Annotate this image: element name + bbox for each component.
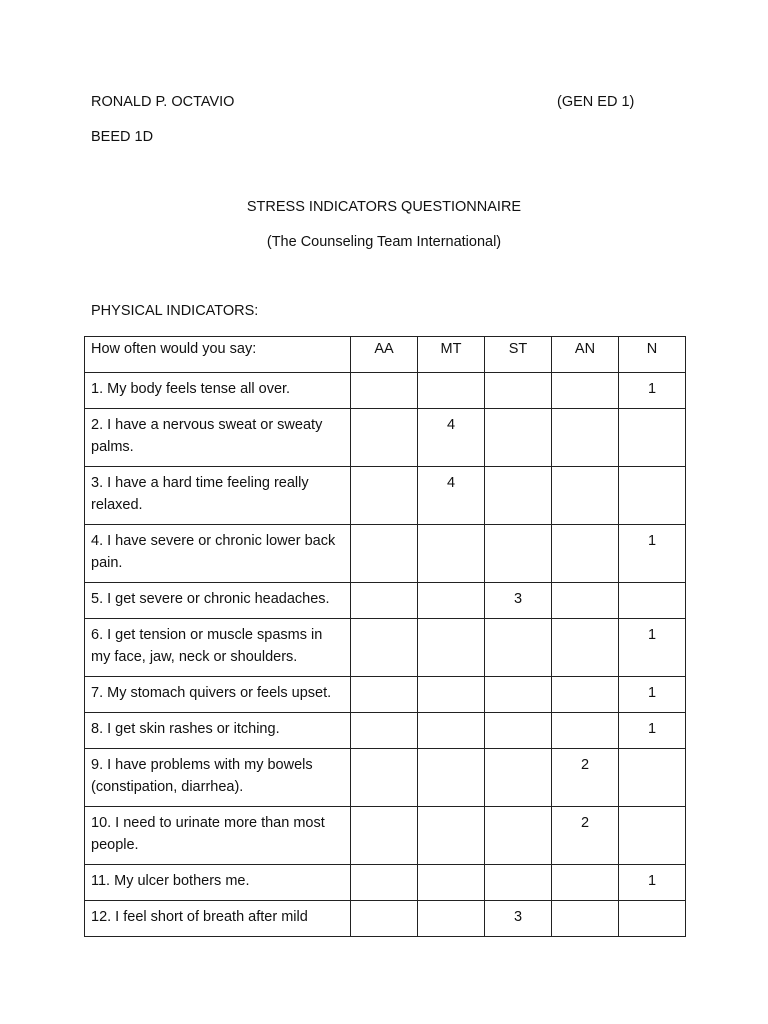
document-subtitle: (The Counseling Team International) (266, 234, 502, 250)
answer-st (485, 865, 552, 901)
answer-an (552, 713, 619, 749)
answer-aa (351, 677, 418, 713)
table-row (85, 583, 686, 619)
answer-mt (418, 619, 485, 677)
question-text: 10. I need to urinate more than most people. (85, 807, 351, 865)
answer-aa (351, 409, 418, 467)
column-header-mt: MT (418, 337, 485, 373)
answer-an (552, 619, 619, 677)
answer-st (485, 619, 552, 677)
answer-n (619, 901, 686, 937)
table-row (85, 749, 686, 807)
answer-n (619, 807, 686, 865)
answer-mt (418, 525, 485, 583)
column-header-an: AN (552, 337, 619, 373)
answer-n (619, 583, 686, 619)
answer-st (485, 467, 552, 525)
answer-mt: 4 (418, 409, 485, 467)
answer-aa (351, 749, 418, 807)
answer-mt (418, 713, 485, 749)
answer-st (485, 373, 552, 409)
answer-an (552, 373, 619, 409)
answer-an (552, 865, 619, 901)
document-title: STRESS INDICATORS QUESTIONNAIRE (246, 199, 522, 215)
answer-an: 2 (552, 807, 619, 865)
answer-an (552, 467, 619, 525)
table-row (85, 901, 686, 937)
answer-n (619, 409, 686, 467)
answer-n (619, 749, 686, 807)
answer-aa (351, 373, 418, 409)
answer-aa (351, 901, 418, 937)
question-text: 11. My ulcer bothers me. (85, 865, 351, 901)
answer-n: 1 (619, 373, 686, 409)
question-text: 3. I have a hard time feeling really relaxed. (85, 467, 351, 525)
answer-st (485, 525, 552, 583)
answer-mt (418, 373, 485, 409)
question-text: 9. I have problems with my bowels (constipation, diarrhea). (85, 749, 351, 807)
table-row (85, 467, 686, 525)
answer-mt (418, 807, 485, 865)
answer-n: 1 (619, 619, 686, 677)
answer-an (552, 901, 619, 937)
answer-aa (351, 807, 418, 865)
course-code: (GEN ED 1) (557, 94, 635, 110)
column-header-st: ST (485, 337, 552, 373)
table-row (85, 525, 686, 583)
question-text: 2. I have a nervous sweat or sweaty palms. (85, 409, 351, 467)
answer-mt (418, 865, 485, 901)
table-row (85, 409, 686, 467)
answer-aa (351, 583, 418, 619)
answer-st: 3 (485, 583, 552, 619)
question-text: 6. I get tension or muscle spasms in my face, jaw, neck or shoulders. (85, 619, 351, 677)
answer-mt (418, 901, 485, 937)
answer-mt (418, 677, 485, 713)
answer-aa (351, 619, 418, 677)
table-row (85, 677, 686, 713)
answer-aa (351, 467, 418, 525)
answer-an (552, 583, 619, 619)
section-heading: PHYSICAL INDICATORS: (91, 303, 259, 319)
answer-st: 3 (485, 901, 552, 937)
answer-an (552, 677, 619, 713)
answer-mt: 4 (418, 467, 485, 525)
answer-st (485, 749, 552, 807)
table-header-row (85, 337, 686, 373)
table-row (85, 373, 686, 409)
answer-aa (351, 525, 418, 583)
answer-n: 1 (619, 713, 686, 749)
column-header-aa: AA (351, 337, 418, 373)
answer-aa (351, 865, 418, 901)
answer-an (552, 525, 619, 583)
answer-st (485, 713, 552, 749)
answer-an (552, 409, 619, 467)
question-text: 8. I get skin rashes or itching. (85, 713, 351, 749)
answer-mt (418, 583, 485, 619)
question-text: 5. I get severe or chronic headaches. (85, 583, 351, 619)
table-row (85, 807, 686, 865)
answer-aa (351, 713, 418, 749)
student-name: RONALD P. OCTAVIO (91, 94, 235, 110)
answer-n (619, 467, 686, 525)
question-text: 12. I feel short of breath after mild (85, 901, 351, 937)
column-header-question: How often would you say: (85, 337, 351, 373)
table-row (85, 865, 686, 901)
table-row (85, 713, 686, 749)
question-text: 4. I have severe or chronic lower back pain. (85, 525, 351, 583)
answer-n: 1 (619, 525, 686, 583)
table-row (85, 619, 686, 677)
column-header-n: N (619, 337, 686, 373)
question-text: 1. My body feels tense all over. (85, 373, 351, 409)
answer-n: 1 (619, 865, 686, 901)
questionnaire-table (84, 336, 686, 937)
answer-st (485, 409, 552, 467)
answer-n: 1 (619, 677, 686, 713)
answer-st (485, 807, 552, 865)
answer-mt (418, 749, 485, 807)
student-section: BEED 1D (91, 129, 154, 145)
answer-an: 2 (552, 749, 619, 807)
question-text: 7. My stomach quivers or feels upset. (85, 677, 351, 713)
answer-st (485, 677, 552, 713)
